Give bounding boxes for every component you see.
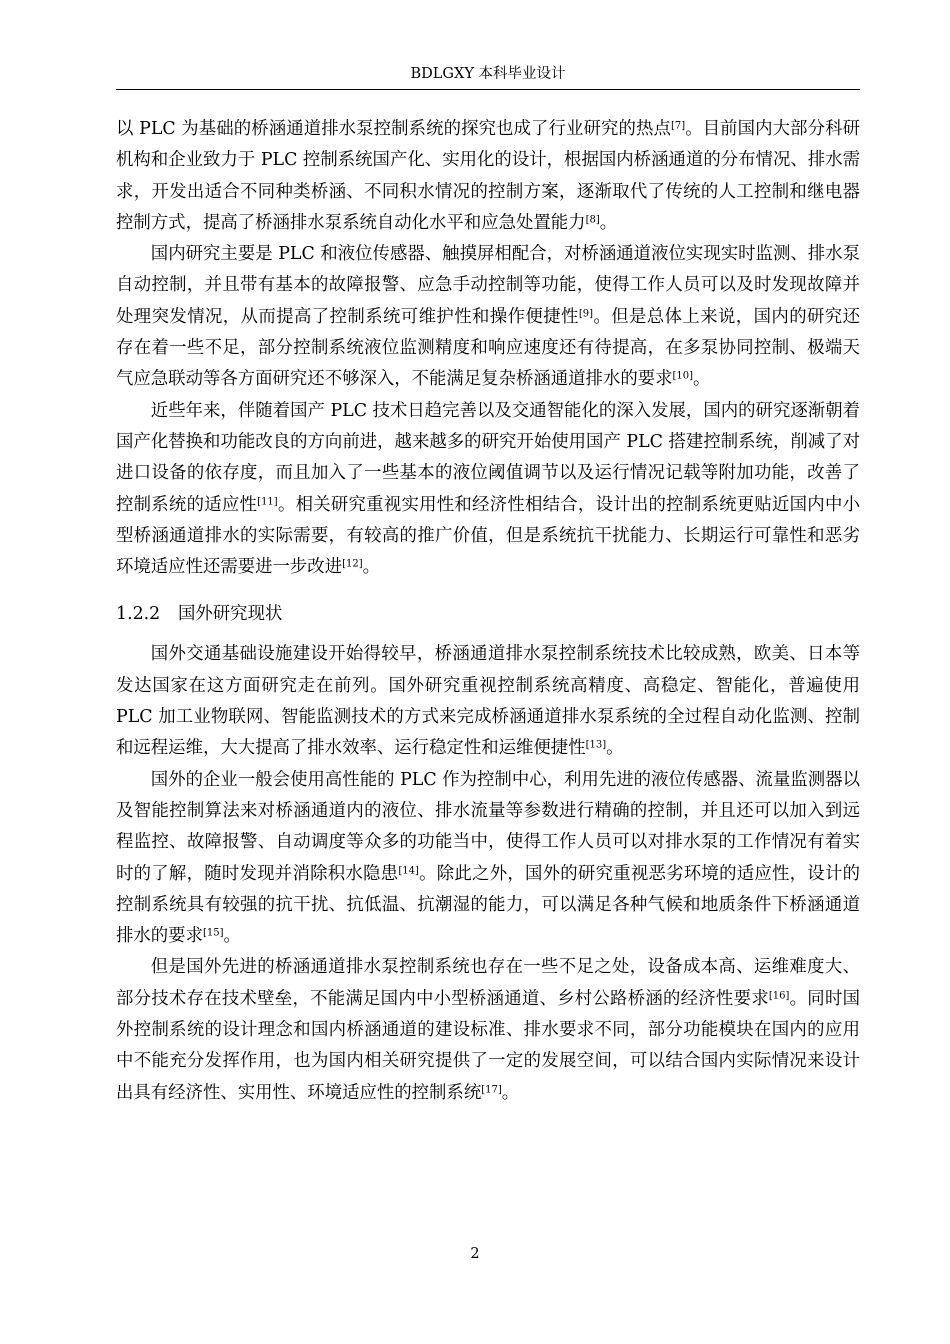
paragraph-text: 近些年来，伴随着国产 PLC 技术日趋完善以及交通智能化的深入发展，国内的研究逐渐朝着国产化替换和功能改良的方向前进，越来越多的研究开始使用国产 PLC 搭建控制系统，削减了对进口设备的依存度，而且加入了一些基本的液位阈值调节以及运行情况记载等附加功能，改善了控制系统的适应性 xyxy=(116,400,860,515)
page-header xyxy=(116,60,860,90)
paragraph-text: 国外交通基础设施建设开始得较早，桥涵通道排水泵控制系统技术比较成熟，欧美、日本等发达国家在这方面研究走在前列。国外研究重视控制系统高精度、高稳定、智能化，普遍使用 PLC 加工业物联网、智能监测技术的方式来完成桥涵通道排水泵系统的全过程自动化监测、控制和远程运维，大大提高了排水效率、运行稳定性和运维便捷性 xyxy=(116,644,860,759)
citation-ref: [13] xyxy=(585,739,607,751)
body-text xyxy=(116,114,860,1109)
paragraph-text: 。 xyxy=(693,369,711,390)
paragraph-text: 国内研究主要是 PLC 和液位传感器、触摸屏相配合，对桥涵通道液位实现实时监测、排水泵自动控制，并且带有基本的故障报警、应急手动控制等功能，使得工作人员可以及时发现故障并处理突发情况，从而提高了控制系统可维护性和操作便捷性 xyxy=(116,244,860,327)
citation-ref: [7] xyxy=(670,120,686,132)
paragraph-text: 。目前国内大部分科研机构和企业致力于 PLC 控制系统国产化、实用化的设计，根据国内桥涵通道的分布情况、排水需求，开发出适合不同种类桥涵、不同积水情况的控制方案，逐渐取代了传统的人工控制和继电器控制方式，提高了桥涵排水泵系统自动化水平和应急处置能力 xyxy=(116,119,860,233)
section-heading xyxy=(116,597,860,631)
citation-ref: [15] xyxy=(202,927,224,939)
paragraph-text: 。除此之外，国外的研究重视恶劣环境的适应性，设计的控制系统具有较强的抗干扰、抗低温、抗潮湿的能力，可以满足各种气候和地质条件下桥涵通道排水的要求 xyxy=(116,863,860,947)
citation-ref: [12] xyxy=(342,558,363,570)
paragraph-group-foreign xyxy=(116,639,860,1108)
paragraph-text: 。 xyxy=(599,212,618,233)
paragraph-group-domestic xyxy=(116,114,860,583)
citation-ref: [16] xyxy=(768,990,790,1002)
paragraph-text: 。但是总体上来说，国内的研究还存在着一些不足，部分控制系统液位监测精度和响应速度还有待提高，在多泵协同控制、极端天气应急联动等各方面研究还不够深入，不能满足复杂桥涵通道排水的要求 xyxy=(116,306,860,390)
paragraph-text: 。同时国外控制系统的设计理念和国内桥涵通道的建设标准、排水要求不同，部分功能模块在国内的应用中不能充分发挥作用，也为国内相关研究提供了一定的发展空间，可以结合国内实际情况来设计出具有经济性、实用性、环境适应性的控制系统 xyxy=(116,988,860,1103)
paragraph-text: 。 xyxy=(362,557,381,578)
paragraph-text: 国外的企业一般会使用高性能的 PLC 作为控制中心，利用先进的液位传感器、流量监测器以及智能控制算法来对桥涵通道内的液位、排水流量等参数进行精确的控制，并且还可以加入到远程监控、故障报警、自动调度等众多的功能当中，使得工作人员可以对排水泵的工作情况有着实时的了解，随时发现并消除积水隐患 xyxy=(116,769,860,884)
citation-ref: [8] xyxy=(585,214,600,226)
paragraph xyxy=(116,396,860,584)
section-number: 1.2.2 xyxy=(116,604,161,625)
paragraph-text: 以 PLC 为基础的桥涵通道排水泵控制系统的探究也成了行业研究的热点 xyxy=(116,119,671,139)
paragraph xyxy=(116,114,860,239)
section-title: 国外研究现状 xyxy=(178,604,283,625)
citation-ref: [10] xyxy=(672,370,694,382)
citation-ref: [17] xyxy=(481,1084,502,1096)
paragraph xyxy=(116,239,860,395)
citation-ref: [9] xyxy=(578,308,593,320)
page-number: 2 xyxy=(470,1246,480,1262)
paragraph-text: 。 xyxy=(223,926,241,947)
header-title: BDLGXY 本科毕业设计 xyxy=(410,66,566,82)
paragraph xyxy=(116,952,860,1108)
paragraph-text: 。 xyxy=(606,738,624,759)
paragraph-text: 但是国外先进的桥涵通道排水泵控制系统也存在一些不足之处，设备成本高、运维难度大、部分技术存在技术壁垒，不能满足国内中小型桥涵通道、乡村公路桥涵的经济性要求 xyxy=(116,957,860,1009)
paragraph-text: 。相关研究重视实用性和经济性相结合，设计出的控制系统更贴近国内中小型桥涵通道排水的实际需要，有较高的推广价值，但是系统抗干扰能力、长期运行可靠性和恶劣环境适应性还需要进一步改进 xyxy=(116,494,860,578)
paragraph xyxy=(116,765,860,953)
citation-ref: [11] xyxy=(257,496,278,508)
paragraph-text: 。 xyxy=(501,1082,520,1103)
citation-ref: [14] xyxy=(398,865,419,877)
paragraph xyxy=(116,639,860,764)
